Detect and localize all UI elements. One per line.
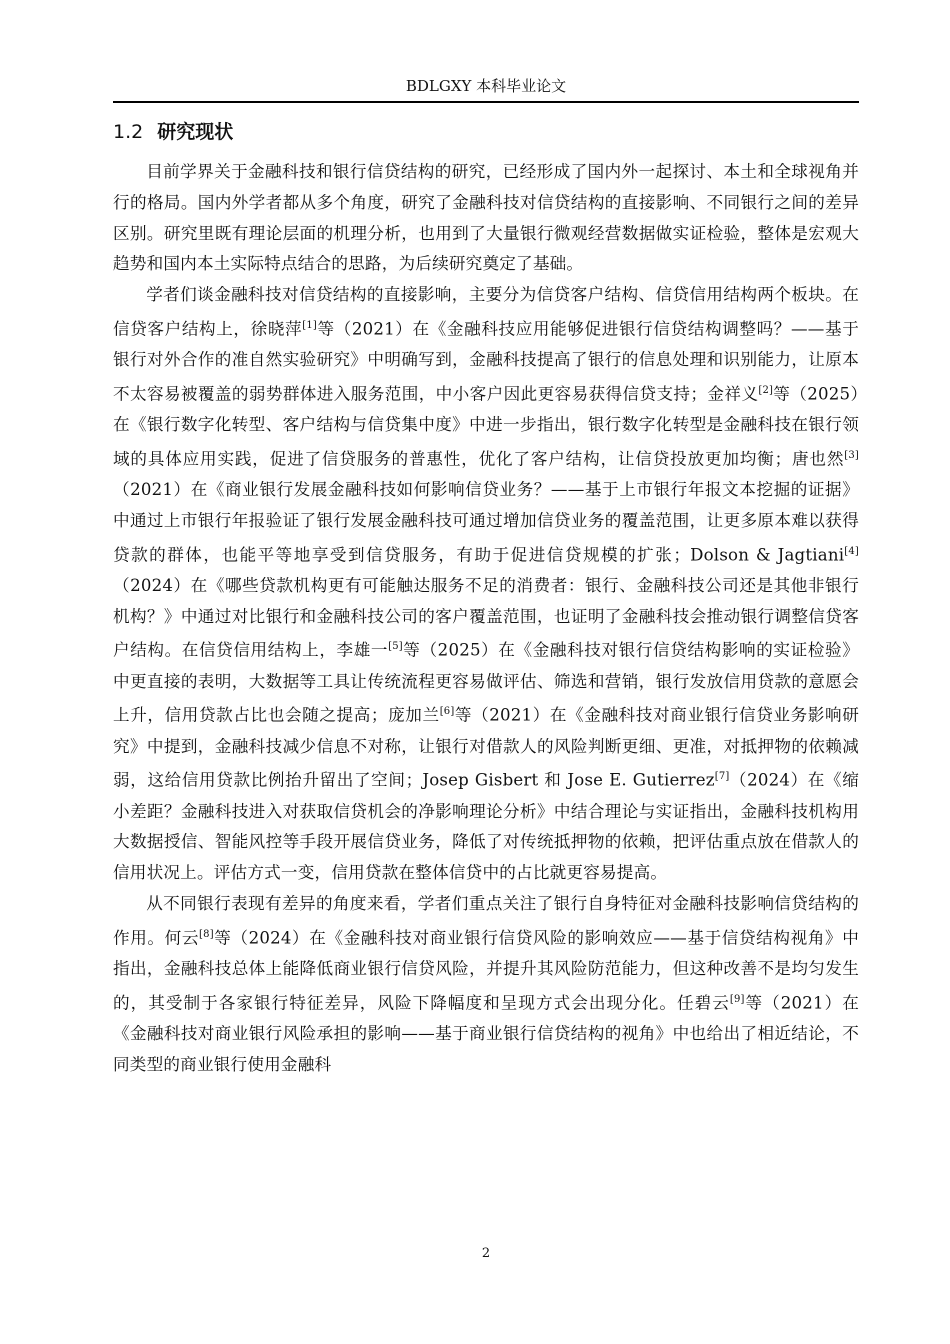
body-text bbox=[113, 157, 859, 1081]
paragraph: 从不同银行表现有差异的角度来看，学者们重点关注了银行自身特征对金融科技影响信贷结构的作用。何云[8]等（2024）在《金融科技对商业银行信贷风险的影响效应——基于信贷结构视角》中指出，金融科技总体上能降低商业银行信贷风险，并提升其风险防范能力，但这种改善不是均匀发生的，其受制于各家银行特征差异，风险下降幅度和呈现方式会出现分化。任碧云[9]等（2021）在《金融科技对商业银行风险承担的影响——基于商业银行信贷结构的视角》中也给出了相近结论，不同类型的商业银行使用金融科 bbox=[113, 893, 860, 1074]
paragraph: 学者们谈金融科技对信贷结构的直接影响，主要分为信贷客户结构、信贷信用结构两个板块。在信贷客户结构上，徐晓萍[1]等（2021）在《金融科技应用能够促进银行信贷结构调整吗？——基于银行对外合作的准自然实验研究》中明确写到，金融科技提高了银行的信息处理和识别能力，让原本不太容易被覆盖的弱势群体进入服务范围，中小客户因此更容易获得信贷支持；金祥义[2]等（2025）在《银行数字化转型、客户结构与信贷集中度》中进一步指出，银行数字化转型是金融科技在银行领域的具体应用实践，促进了信贷服务的普惠性，优化了客户结构，让信贷投放更加均衡；唐也然[3]（2021）在《商业银行发展金融科技如何影响信贷业务？——基于上市银行年报文本挖掘的证据》中通过上市银行年报验证了银行发展金融科技可通过增加信贷业务的覆盖范围，让更多原本难以获得贷款的群体，也能平等地享受到信贷服务，有助于促进信贷规模的扩张；Dolson & Jagtiani[4]（2024）在《哪些贷款机构更有可能触达服务不足的消费者：银行、金融科技公司还是其他非银行机构？》中通过对比银行和金融科技公司的客户覆盖范围，也证明了金融科技会推动银行调整信贷客户结构。在信贷信用结构上，李雄一[5]等（2025）在《金融科技对银行信贷结构影响的实证检验》中更直接的表明，大数据等工具让传统流程更容易做评估、筛选和营销，银行发放信用贷款的意愿会上升，信用贷款占比也会随之提高；庞加兰[6]等（2021）在《金融科技对商业银行信贷业务影响研究》中提到，金融科技减少信息不对称，让银行对借款人的风险判断更细、更准，对抵押物的依赖减弱，这给信用贷款比例抬升留出了空间；Josep Gisbert 和 Jose E. Gutierrez[7]（2024）在《缩小差距？金融科技进入对获取信贷机会的净影响理论分析》中结合理论与实证指出，金融科技机构用大数据授信、智能风控等手段开展信贷业务，降低了对传统抵押物的依赖，把评估重点放在借款人的信用状况上。评估方式一变，信用贷款在整体信贷中的占比就更容易提高。 bbox=[113, 285, 860, 883]
paragraph: 目前学界关于金融科技和银行信贷结构的研究，已经形成了国内外一起探讨、本土和全球视角并行的格局。国内外学者都从多个角度，研究了金融科技对信贷结构的直接影响、不同银行之间的差异区别。研究里既有理论层面的机理分析，也用到了大量银行微观经营数据做实证检验，整体是宏观大趋势和国内本土实际特点结合的思路，为后续研究奠定了基础。 bbox=[113, 162, 859, 274]
section-number: 1.2 bbox=[113, 121, 144, 143]
page-number: 2 bbox=[481, 1246, 491, 1261]
citation-marker: [9] bbox=[729, 993, 745, 1005]
citation-marker: [7] bbox=[714, 771, 730, 783]
citation-marker: [2] bbox=[758, 384, 774, 396]
section-heading bbox=[113, 118, 859, 146]
section-title: 研究现状 bbox=[157, 121, 234, 143]
header-rule bbox=[113, 101, 859, 103]
citation-marker: [3] bbox=[844, 449, 859, 461]
citation-marker: [5] bbox=[388, 641, 403, 653]
citation-marker: [4] bbox=[844, 545, 859, 557]
citation-marker: [8] bbox=[199, 928, 214, 940]
running-header: BDLGXY 本科毕业论文 bbox=[405, 77, 567, 95]
citation-marker: [1] bbox=[302, 319, 318, 331]
citation-marker: [6] bbox=[439, 706, 455, 718]
